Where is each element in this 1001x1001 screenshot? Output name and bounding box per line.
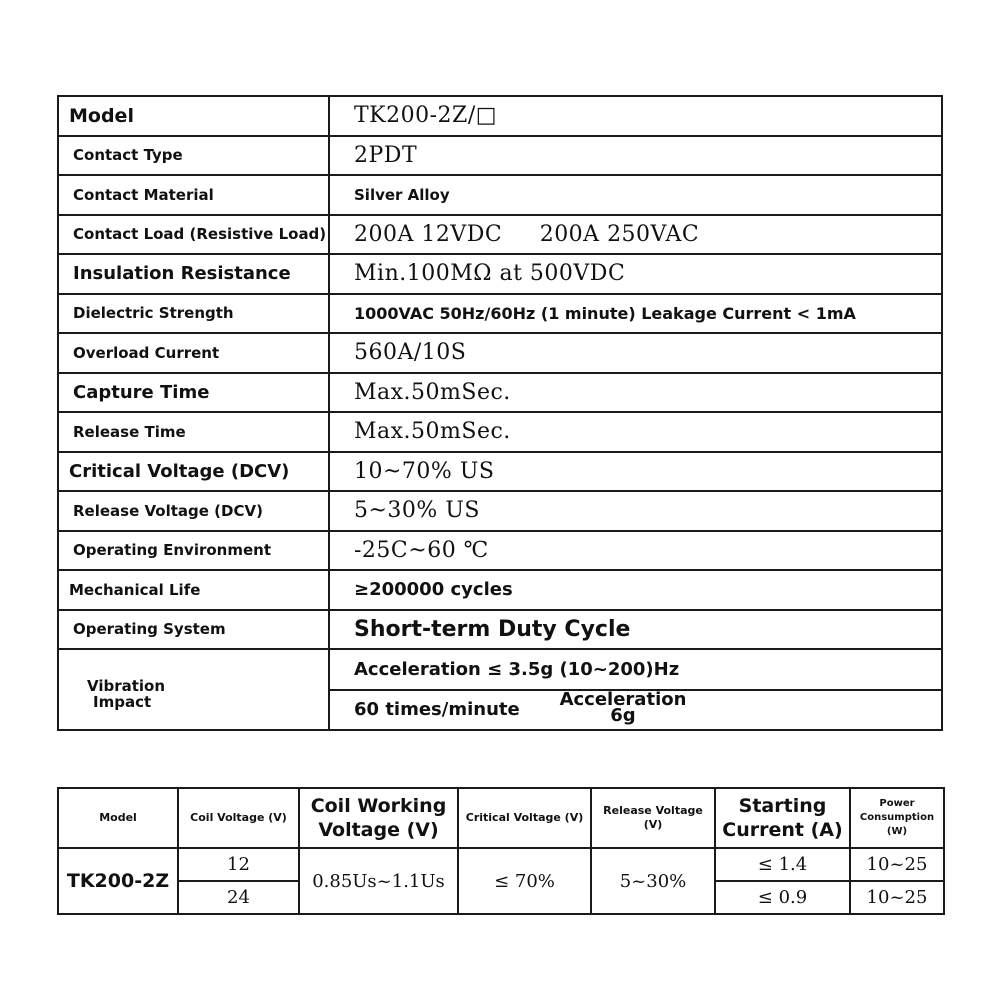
row-label [58,175,329,215]
value-release-voltage: 5~30% US [354,498,480,524]
cell-coil-voltage: 12 [178,848,299,881]
vibration-impact-label-cell [58,649,329,730]
row-label [58,254,329,294]
value-contact-material: Silver Alloy [354,186,450,205]
value-capture-time: Max.50mSec. [354,379,511,405]
table-row [58,175,942,215]
label-operating-system: Operating System [73,620,226,639]
row-value [329,412,942,452]
cell-release-voltage: 5~30% [591,848,715,914]
value-vibration: Acceleration ≤ 3.5g (10~200)Hz [354,658,680,680]
cell-model: TK200-2Z [58,848,178,914]
table-row [58,649,942,690]
row-label [58,491,329,531]
row-value [329,570,942,610]
label-contact-material: Contact Material [73,185,214,204]
cell-coil-working-voltage: 0.85Us~1.1Us [299,848,458,914]
header-coil-working-voltage: Coil Working Voltage (V) [299,788,458,848]
row-label [58,412,329,452]
row-value [329,136,942,176]
row-label [58,136,329,176]
value-mechanical-life: ≥200000 cycles [354,579,513,601]
row-label [58,333,329,373]
header-power-consumption: Power Consumption (W) [850,788,944,848]
label-release-voltage: Release Voltage (DCV) [73,501,263,520]
row-label [58,570,329,610]
table-row [58,848,944,881]
label-contact-type: Contact Type [73,146,183,165]
spec-table [57,95,943,731]
table-header-row [58,788,944,848]
table-row [58,215,942,255]
table-row [58,254,942,294]
label-overload-current: Overload Current [73,343,220,362]
row-value [329,649,942,690]
label-mechanical-life: Mechanical Life [69,580,201,599]
row-value [329,96,942,136]
label-insulation-resistance: Insulation Resistance [73,263,291,285]
label-critical-voltage: Critical Voltage (DCV) [69,460,290,482]
table-row [58,531,942,571]
value-insulation-resistance: Min.100MΩ at 500VDC [354,261,626,287]
row-value [329,690,942,731]
cell-starting-current: ≤ 1.4 [715,848,850,881]
row-value [329,215,942,255]
table-row [58,294,942,334]
label-operating-environment: Operating Environment [73,541,272,560]
impact-acceleration-value: 6g [610,704,636,726]
row-value [329,491,942,531]
table-row [58,491,942,531]
impact-acceleration-label: Acceleration [559,689,687,710]
cell-critical-voltage: ≤ 70% [458,848,591,914]
table-row [58,452,942,492]
row-value [329,294,942,334]
coil-table [57,787,945,915]
label-vibration: Vibration [87,677,166,695]
table-row [58,412,942,452]
header-critical-voltage: Critical Voltage (V) [458,788,591,848]
impact-acceleration [558,689,688,726]
cell-starting-current: ≤ 0.9 [715,881,850,914]
header-release-voltage: Release Voltage (V) [591,788,715,848]
row-label [58,452,329,492]
value-model: TK200-2Z/□ [354,103,498,129]
label-capture-time: Capture Time [73,381,210,403]
value-contact-load: 200A 12VDC 200A 250VAC [354,221,700,247]
cell-power: 10~25 [850,848,944,881]
table-row [58,96,942,136]
row-label [58,531,329,571]
cell-coil-voltage: 24 [178,881,299,914]
cell-power: 10~25 [850,881,944,914]
row-label [58,215,329,255]
row-label [58,373,329,413]
header-starting-current: Starting Current (A) [715,788,850,848]
label-release-time: Release Time [73,422,186,441]
value-impact: 60 times/minute [354,699,520,721]
value-release-time: Max.50mSec. [354,419,511,445]
row-value [329,452,942,492]
table-row [58,333,942,373]
row-label [58,96,329,136]
value-operating-system: Short-term Duty Cycle [354,616,631,642]
table-row [58,136,942,176]
label-dielectric-strength: Dielectric Strength [73,304,234,323]
header-coil-voltage: Coil Voltage (V) [178,788,299,848]
table-row [58,373,942,413]
row-value [329,175,942,215]
value-dielectric-strength: 1000VAC 50Hz/60Hz (1 minute) Leakage Current < 1mA [354,303,856,323]
row-value [329,531,942,571]
row-value [329,373,942,413]
row-value [329,333,942,373]
header-model: Model [58,788,178,848]
label-impact: Impact [93,693,152,711]
table-row [58,610,942,650]
value-contact-type: 2PDT [354,142,418,168]
value-operating-environment: -25C~60 ℃ [354,537,489,563]
value-overload-current: 560A/10S [354,340,467,366]
row-label [58,294,329,334]
row-value [329,610,942,650]
table-row [58,570,942,610]
value-critical-voltage: 10~70% US [354,458,495,484]
row-value [329,254,942,294]
row-label [58,610,329,650]
label-model: Model [69,104,134,127]
label-contact-load: Contact Load (Resistive Load) [73,225,327,244]
